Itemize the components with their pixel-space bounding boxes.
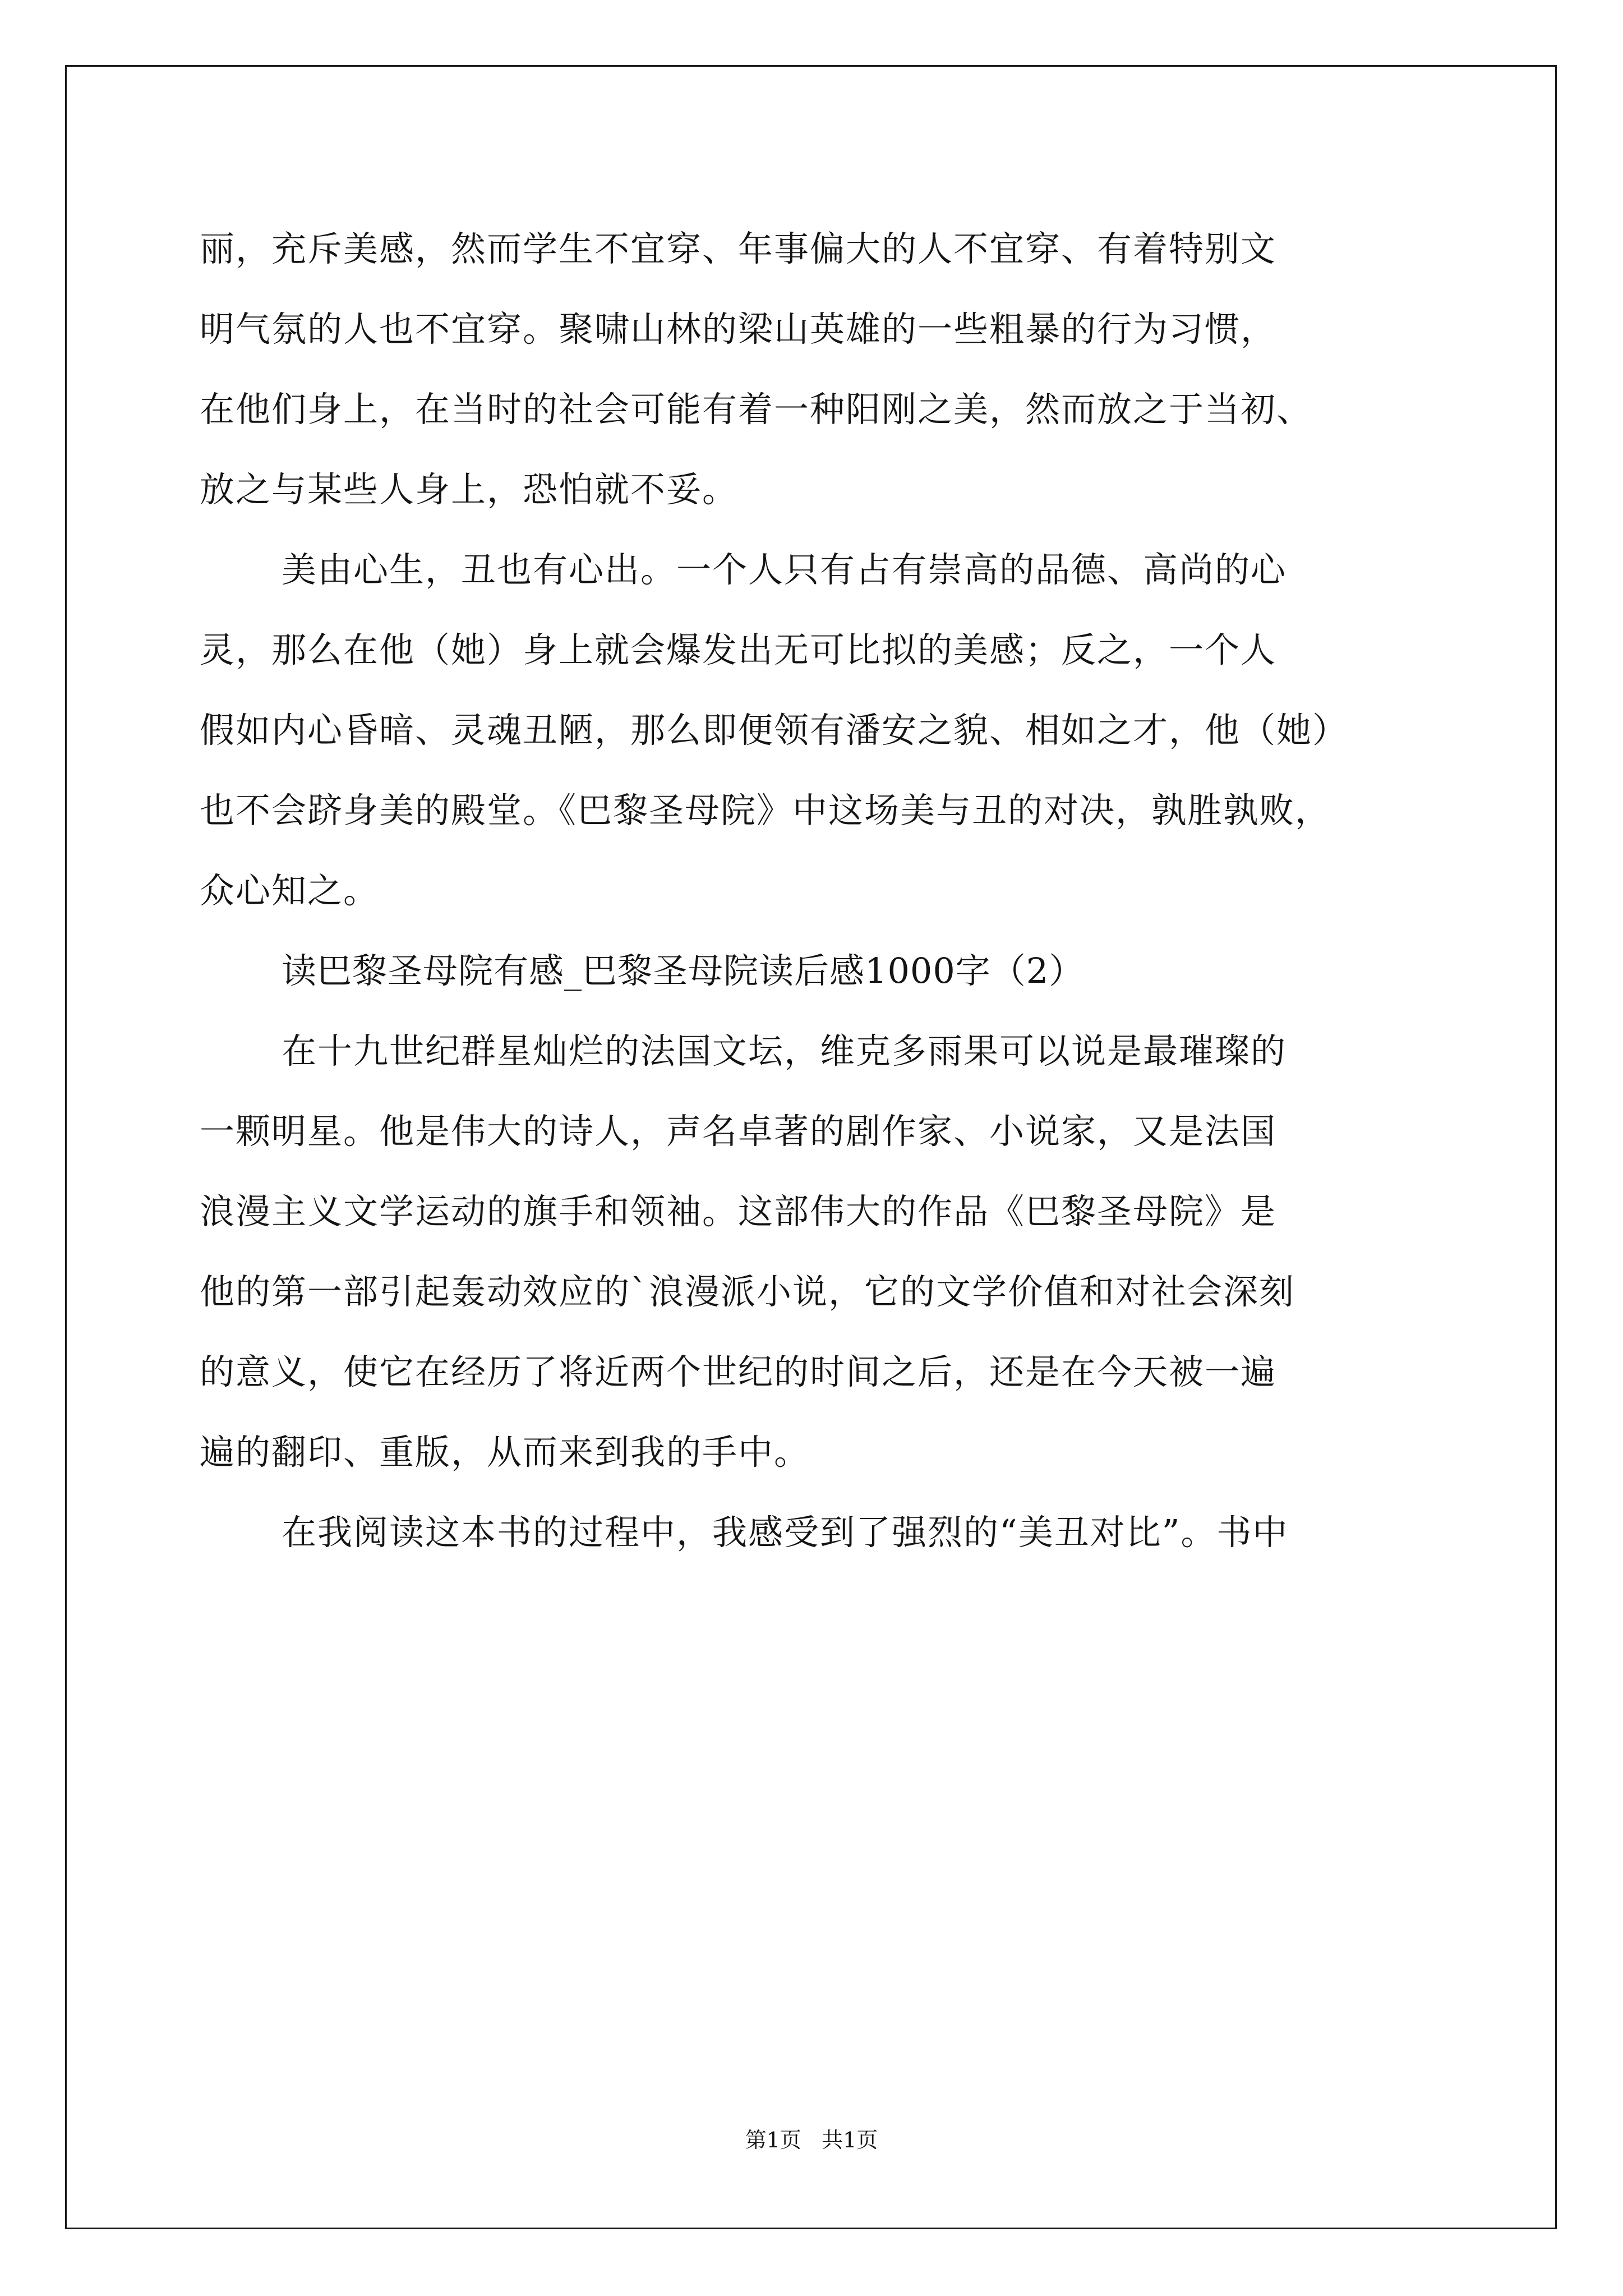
text-line: 的意义，使它在经历了将近两个世纪的时间之后，还是在今天被一遍	[200, 1351, 1277, 1392]
text-line: 美由心生，丑也有心出。一个人只有占有崇高的品德、高尚的心	[282, 549, 1287, 590]
page-footer: 第1页 共1页	[745, 2128, 878, 2152]
text-line: 浪漫主义文学运动的旗手和领袖。这部伟大的作品《巴黎圣母院》是	[200, 1191, 1277, 1232]
text-line: 在我阅读这本书的过程中，我感受到了强烈的“美丑对比”。书中	[282, 1512, 1289, 1553]
text-line: 灵，那么在他（她）身上就会爆发出无可比拟的美感；反之，一个人	[200, 629, 1277, 670]
text-line: 明气氛的人也不宜穿。聚啸山林的梁山英雄的一些粗暴的行为习惯，	[200, 309, 1277, 349]
text-line: 一颗明星。他是伟大的诗人，声名卓著的剧作家、小说家，又是法国	[200, 1111, 1277, 1152]
text-line: 遍的翻印、重版，从而来到我的手中。	[200, 1432, 810, 1473]
text-line: 丽，充斥美感，然而学生不宜穿、年事偏大的人不宜穿、有着特别文	[200, 228, 1277, 269]
text-line: 在十九世纪群星灿烂的法国文坛，维克多雨果可以说是最璀璨的	[282, 1030, 1287, 1071]
text-line: 众心知之。	[200, 870, 380, 911]
text-line: 他的第一部引起轰动效应的`浪漫派小说，它的文学价值和对社会深刻	[200, 1271, 1295, 1312]
text-line: 放之与某些人身上，恐怕就不妥。	[200, 469, 739, 510]
text-line: 在他们身上，在当时的社会可能有着一种阳刚之美，然而放之于当初、	[200, 389, 1313, 430]
text-line: 假如内心昏暗、灵魂丑陋，那么即便领有潘安之貌、相如之才，他（她）	[200, 710, 1349, 751]
text-line: 也不会跻身美的殿堂。《巴黎圣母院》中这场美与丑的对决，孰胜孰败，	[200, 790, 1331, 831]
section-heading: 读巴黎圣母院有感_巴黎圣母院读后感1000字（2）	[282, 950, 1085, 991]
